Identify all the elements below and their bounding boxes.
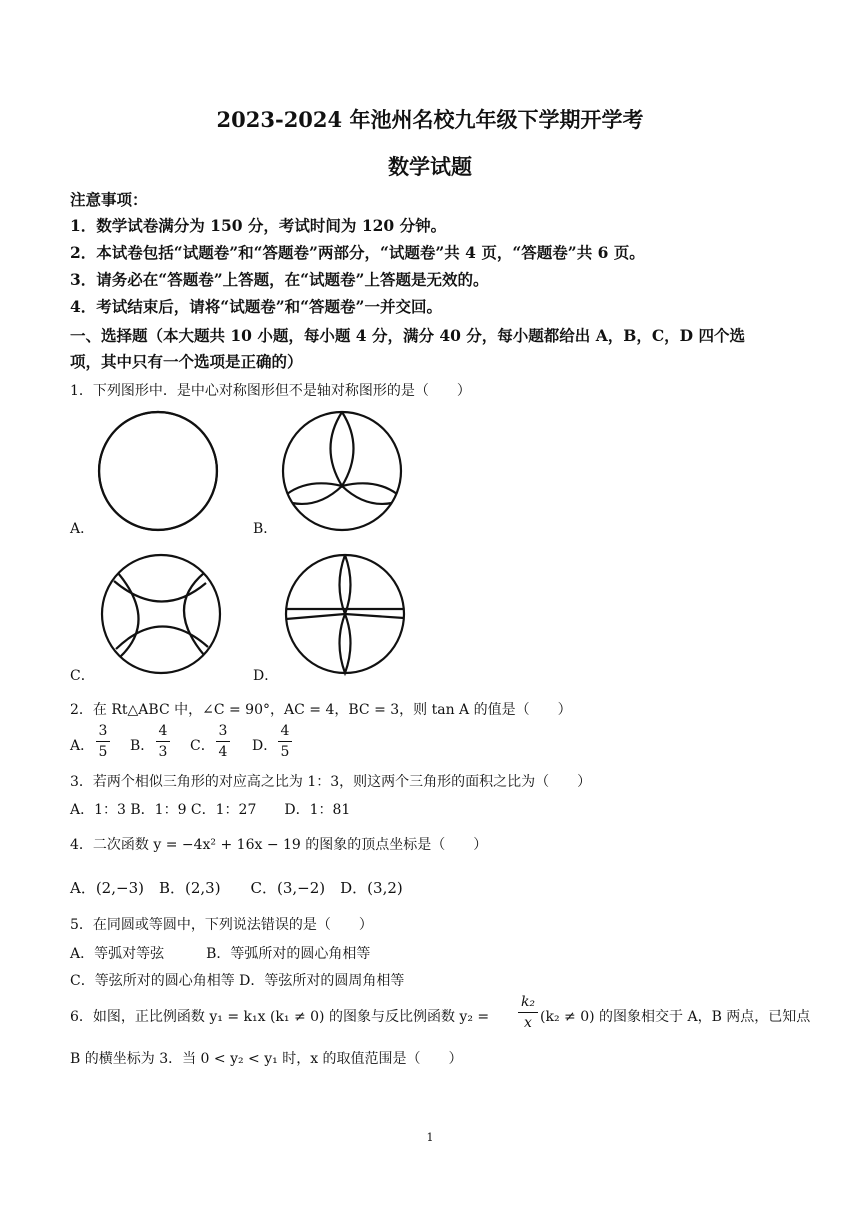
q2-option-b-den: 3 xyxy=(158,744,168,760)
question-1-stem: 1．下列图形中．是中心对称图形但不是轴对称图形的是（ ） xyxy=(70,383,471,399)
question-3-options: A．1：3 B．1：9 C．1：27 D．1：81 xyxy=(70,802,351,818)
question-6-stem-part2: (k₂ ≠ 0) 的图象相交于 A，B 两点，已知点 xyxy=(540,1009,811,1025)
q6-fraction xyxy=(518,994,538,1031)
notice-item-4: 4．考试结束后，请将“试题卷”和“答题卷”一并交回。 xyxy=(70,297,442,316)
q2-option-a-label: A． xyxy=(70,738,95,754)
figure-b xyxy=(279,408,405,534)
q2-option-b-num: 4 xyxy=(158,723,168,739)
q2-option-a-num: 3 xyxy=(98,723,108,739)
question-4-options: A．(2,−3) B．(2,3) C．(3,−2) D．(3,2) xyxy=(70,879,403,897)
q2-option-a-den: 5 xyxy=(98,744,108,760)
notice-item-2: 2．本试卷包括“试题卷”和“答题卷”两部分，“试题卷”共 4 页，“答题卷”共 6 页。 xyxy=(70,243,645,262)
q2-option-d-num: 4 xyxy=(280,723,290,739)
figure-a xyxy=(95,408,221,534)
question-5-options-row1: A．等弧对等弦 B．等弧所对的圆心角相等 xyxy=(70,946,371,962)
q2-option-c-num: 3 xyxy=(218,723,228,739)
figure-d xyxy=(282,551,408,677)
q6-fraction-den: x xyxy=(524,1015,532,1031)
question-5-stem: 5．在同圆或等圆中，下列说法错误的是（ ） xyxy=(70,917,373,933)
figure-d-label: D． xyxy=(253,668,279,684)
q2-option-c-label: C． xyxy=(190,738,215,754)
page-subtitle: 数学试题 xyxy=(388,154,472,179)
q2-option-a-fraction xyxy=(96,723,110,760)
q2-option-d-fraction xyxy=(278,723,292,760)
question-2-stem: 2．在 Rt△ABC 中，∠C = 90°，AC = 4，BC = 3，则 tan A 的值是（ ） xyxy=(70,702,572,718)
figure-b-label: B． xyxy=(253,521,278,537)
q6-fraction-num: k₂ xyxy=(520,994,536,1010)
q2-option-b-fraction xyxy=(156,723,170,760)
q2-option-b-label: B． xyxy=(130,738,155,754)
figure-a-label: A． xyxy=(70,521,95,537)
notice-item-3: 3．请务必在“答题卷”上答题，在“试题卷”上答题是无效的。 xyxy=(70,270,489,289)
page-number: 1 xyxy=(426,1131,434,1144)
question-3-stem: 3．若两个相似三角形的对应高之比为 1：3，则这两个三角形的面积之比为（ ） xyxy=(70,774,592,790)
question-6-stem-part3: B 的横坐标为 3．当 0 < y₂ < y₁ 时，x 的取值范围是（ ） xyxy=(70,1051,463,1067)
question-5-options-row2: C．等弦所对的圆心角相等 D．等弦所对的圆周角相等 xyxy=(70,973,405,989)
notice-item-1: 1．数学试卷满分为 150 分，考试时间为 120 分钟。 xyxy=(70,216,447,235)
section-heading-line2: 项，其中只有一个选项是正确的） xyxy=(70,352,303,371)
q2-option-d-den: 5 xyxy=(280,744,290,760)
section-heading-line1: 一、选择题（本大题共 10 小题，每小题 4 分，满分 40 分，每小题都给出 A，B，C，D 四个选 xyxy=(70,326,746,345)
notice-heading: 注意事项： xyxy=(70,190,148,209)
question-4-stem: 4．二次函数 y = −4x² + 16x − 19 的图象的顶点坐标是（ ） xyxy=(70,837,488,853)
figure-c-label: C． xyxy=(70,668,95,684)
q2-option-c-fraction xyxy=(216,723,230,760)
question-6-stem-part1: 6．如图，正比例函数 y₁ = k₁x (k₁ ≠ 0) 的图象与反比例函数 y₂ = xyxy=(70,1009,490,1025)
page-title: 2023-2024 年池州名校九年级下学期开学考 xyxy=(216,107,644,132)
figure-c xyxy=(98,551,224,677)
q2-option-d-label: D． xyxy=(252,738,278,754)
q2-option-c-den: 4 xyxy=(218,744,228,760)
